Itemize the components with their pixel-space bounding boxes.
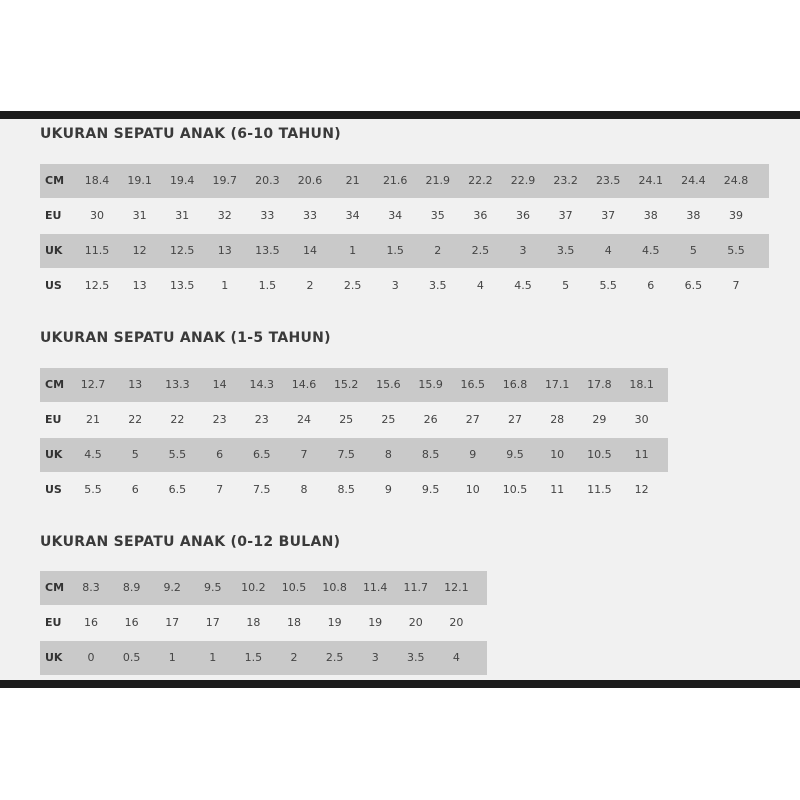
size-value: 12.5: [169, 244, 195, 257]
size-value: 10.5: [502, 483, 528, 496]
size-value: 13: [132, 279, 147, 292]
size-value: 21: [86, 413, 100, 426]
size-value: 17: [165, 616, 180, 629]
size-value: 20.3: [255, 174, 280, 187]
size-value: 13: [128, 378, 143, 391]
size-value: 9.5: [421, 483, 440, 496]
row-label-us: US: [45, 279, 62, 292]
size-value: 1.5: [258, 279, 277, 292]
size-value: 4: [452, 651, 460, 664]
size-value: 16.5: [460, 378, 486, 391]
size-value: 14.6: [291, 378, 317, 391]
size-row: [40, 606, 487, 640]
size-value: 1: [209, 651, 217, 664]
size-value: 20: [449, 616, 464, 629]
size-value: 3: [391, 279, 399, 292]
size-value: 19.1: [127, 174, 152, 187]
size-value: 18.4: [84, 174, 110, 187]
size-value: 2.5: [325, 651, 344, 664]
size-value: 22: [128, 413, 143, 426]
size-value: 22: [170, 413, 185, 426]
size-value: 11.4: [362, 581, 388, 594]
size-value: 0.5: [122, 651, 141, 664]
size-value: 24.4: [681, 174, 706, 187]
size-value: 9: [384, 483, 392, 496]
size-value: 22.2: [468, 174, 493, 187]
size-value: 30: [634, 413, 649, 426]
size-value: 8: [384, 448, 392, 461]
size-value: 6: [131, 483, 139, 496]
size-value: 20.6: [297, 174, 323, 187]
size-value: 38: [643, 209, 658, 222]
size-value: 2.5: [343, 279, 362, 292]
size-value: 27: [508, 413, 522, 426]
row-label-uk: UK: [45, 244, 63, 257]
size-value: 21.9: [425, 174, 451, 187]
size-value: 22.9: [510, 174, 536, 187]
size-value: 11.5: [84, 244, 110, 257]
size-row: [40, 234, 769, 268]
size-value: 25: [381, 413, 396, 426]
size-row: [40, 641, 487, 675]
size-value: 4.5: [514, 279, 532, 292]
size-value: 11.5: [587, 483, 612, 496]
size-value: 31: [132, 209, 147, 222]
size-value: 10: [465, 483, 480, 496]
size-row: [40, 403, 668, 437]
size-value: 5: [562, 279, 570, 292]
size-value: 17: [205, 616, 220, 629]
size-value: 3: [371, 651, 379, 664]
size-value: 11.7: [403, 581, 429, 594]
size-value: 2: [306, 279, 314, 292]
size-value: 27: [465, 413, 480, 426]
size-value: 6.5: [684, 279, 703, 292]
size-value: 34: [388, 209, 403, 222]
size-value: 12: [132, 244, 147, 257]
size-value: 9.2: [163, 581, 181, 594]
row-label-eu: EU: [45, 616, 62, 629]
size-value: 16: [124, 616, 139, 629]
size-value: 13.3: [165, 378, 190, 391]
size-value: 4: [604, 244, 612, 257]
size-value: 25: [339, 413, 354, 426]
size-value: 21: [345, 174, 360, 187]
size-value: 11: [550, 483, 565, 496]
row-label-eu: EU: [45, 209, 62, 222]
size-value: 33: [303, 209, 317, 222]
size-value: 31: [175, 209, 190, 222]
size-value: 10.5: [587, 448, 612, 461]
size-value: 8.9: [122, 581, 141, 594]
size-value: 24.8: [723, 174, 749, 187]
size-value: 8: [300, 483, 308, 496]
size-value: 38: [686, 209, 701, 222]
size-row: [40, 164, 769, 198]
row-label-cm: CM: [45, 581, 65, 594]
size-value: 9.5: [204, 581, 222, 594]
size-value: 32: [217, 209, 232, 222]
size-value: 18: [246, 616, 261, 629]
size-value: 1: [221, 279, 229, 292]
size-value: 5.5: [599, 279, 617, 292]
size-value: 24: [297, 413, 311, 426]
size-value: 19: [327, 616, 342, 629]
size-value: 18.1: [629, 378, 654, 391]
size-value: 15.6: [376, 378, 401, 391]
size-value: 12.7: [80, 378, 106, 391]
size-value: 12: [634, 483, 649, 496]
size-value: 11: [634, 448, 649, 461]
size-value: 1: [349, 244, 357, 257]
size-value: 5.5: [84, 483, 102, 496]
size-value: 8.3: [82, 581, 100, 594]
size-value: 34: [345, 209, 360, 222]
size-value: 7.5: [337, 448, 355, 461]
size-value: 13.5: [169, 279, 195, 292]
size-value: 37: [558, 209, 573, 222]
size-value: 12.5: [84, 279, 110, 292]
size-value: 3.5: [429, 279, 447, 292]
row-label-eu: EU: [45, 413, 62, 426]
size-value: 14: [212, 378, 227, 391]
size-value: 0: [87, 651, 95, 664]
size-value: 33: [260, 209, 275, 222]
size-value: 37: [601, 209, 616, 222]
size-value: 19.4: [169, 174, 195, 187]
size-row: [40, 438, 668, 472]
section-title-1-5-tahun: UKURAN SEPATU ANAK (1-5 TAHUN): [40, 330, 331, 346]
size-row: [40, 269, 769, 303]
size-value: 6: [216, 448, 224, 461]
size-value: 12.1: [444, 581, 469, 594]
size-value: 2.5: [471, 244, 490, 257]
size-value: 4: [476, 279, 484, 292]
size-value: 23: [254, 413, 269, 426]
row-label-us: US: [45, 483, 62, 496]
size-value: 17.8: [587, 378, 612, 391]
size-value: 39: [729, 209, 743, 222]
size-value: 7: [216, 483, 224, 496]
size-value: 10.2: [241, 581, 266, 594]
size-value: 9: [469, 448, 477, 461]
size-value: 16.8: [502, 378, 528, 391]
size-value: 23: [212, 413, 227, 426]
size-value: 29: [592, 413, 607, 426]
size-value: 10.8: [322, 581, 347, 594]
size-value: 5.5: [168, 448, 187, 461]
size-value: 10: [550, 448, 565, 461]
size-value: 24.1: [638, 174, 664, 187]
size-value: 20: [408, 616, 423, 629]
size-value: 17.1: [544, 378, 570, 391]
size-value: 4.5: [642, 244, 660, 257]
size-value: 4.5: [84, 448, 102, 461]
size-value: 7: [300, 448, 308, 461]
size-value: 26: [423, 413, 438, 426]
size-value: 15.9: [418, 378, 443, 391]
size-value: 10.5: [281, 581, 307, 594]
size-row: [40, 199, 769, 233]
size-value: 35: [430, 209, 445, 222]
size-value: 13.5: [255, 244, 280, 257]
size-value: 3: [519, 244, 527, 257]
size-value: 6.5: [253, 448, 271, 461]
size-value: 2: [290, 651, 298, 664]
size-value: 3.5: [556, 244, 575, 257]
size-value: 30: [90, 209, 104, 222]
size-value: 21.6: [382, 174, 408, 187]
size-value: 7.5: [253, 483, 271, 496]
size-value: 3.5: [407, 651, 425, 664]
size-value: 19.7: [212, 174, 238, 187]
size-value: 6: [647, 279, 655, 292]
size-value: 1.5: [386, 244, 404, 257]
size-value: 36: [473, 209, 488, 222]
size-value: 8.5: [337, 483, 355, 496]
size-value: 1.5: [244, 651, 263, 664]
section-title-0-12-bulan: UKURAN SEPATU ANAK (0-12 BULAN): [40, 534, 341, 550]
size-value: 23.5: [595, 174, 621, 187]
row-label-cm: CM: [45, 174, 65, 187]
size-value: 5.5: [727, 244, 745, 257]
row-label-uk: UK: [45, 651, 63, 664]
size-row: [40, 368, 668, 402]
size-value: 7: [732, 279, 740, 292]
size-value: 1: [168, 651, 176, 664]
size-value: 36: [516, 209, 530, 222]
section-title-6-10-tahun: UKURAN SEPATU ANAK (6-10 TAHUN): [40, 126, 341, 142]
size-value: 13: [217, 244, 232, 257]
size-row: [40, 571, 487, 605]
size-value: 19: [368, 616, 383, 629]
size-value: 18: [287, 616, 301, 629]
size-value: 14.3: [249, 378, 275, 391]
size-value: 23.2: [553, 174, 578, 187]
size-value: 5: [131, 448, 139, 461]
size-value: 5: [689, 244, 697, 257]
size-value: 28: [550, 413, 565, 426]
size-value: 6.5: [168, 483, 187, 496]
size-row: [40, 473, 668, 507]
row-label-uk: UK: [45, 448, 63, 461]
row-label-cm: CM: [45, 378, 65, 391]
size-value: 16: [84, 616, 98, 629]
size-value: 15.2: [333, 378, 359, 391]
size-value: 14: [303, 244, 317, 257]
size-value: 2: [434, 244, 442, 257]
size-value: 8.5: [421, 448, 440, 461]
size-value: 9.5: [506, 448, 524, 461]
